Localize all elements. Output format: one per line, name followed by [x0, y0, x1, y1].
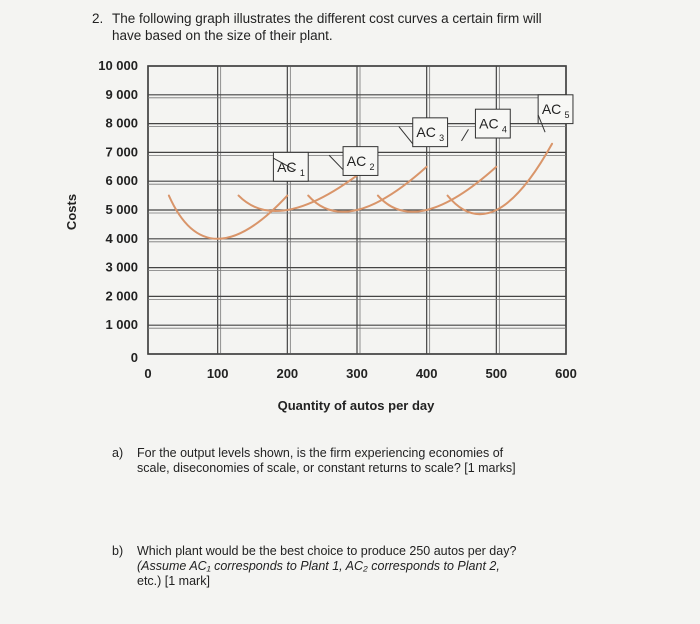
x-tick-label: 0: [144, 366, 152, 381]
part-b-label: b): [112, 544, 124, 558]
curve-label-ac4: AC: [479, 115, 499, 132]
x-tick-label: 600: [555, 366, 577, 381]
y-tick-label: 5 000: [105, 202, 138, 217]
x-tick-label: 300: [346, 366, 368, 381]
question-line-1: The following graph illustrates the different cost curves a certain firm will: [112, 11, 542, 26]
y-tick-label: 8 000: [105, 115, 138, 131]
curve-ac4: [378, 167, 496, 212]
curve-label-ac2: AC: [346, 153, 367, 170]
question-part-a: [112, 446, 592, 476]
y-tick-label: 10 000: [98, 58, 138, 73]
x-tick-label: 400: [415, 366, 438, 381]
x-tick-label: 100: [206, 366, 229, 381]
chart-annotations: [273, 95, 573, 181]
part-a-line-2: scale, diseconomies of scale, or constant returns to scale? [1 marks]: [137, 461, 516, 475]
curve-label-ac3: AC: [416, 124, 436, 141]
curve-label-subscript-ac3: 3: [439, 133, 445, 144]
x-tick-label: 500: [485, 366, 508, 381]
part-a-line-1: For the output levels shown, is the firm experiencing economies of: [137, 446, 504, 460]
y-tick-label: 1 000: [105, 317, 138, 333]
y-tick-label: 4 000: [105, 230, 138, 246]
curve-label-ac1: AC: [277, 158, 297, 175]
leader-line-ac4: [462, 129, 469, 141]
question-line-2: have based on the size of their plant.: [112, 28, 333, 43]
curve-label-ac5: AC: [541, 101, 562, 118]
y-tick-label: 3 000: [105, 259, 138, 275]
part-b-line-1: Which plant would be the best choice to produce 250 autos per day?: [137, 544, 517, 558]
y-tick-label: 9 000: [105, 86, 138, 102]
part-b-line-2: (Assume AC₁ corresponds to Plant 1, AC₂ corresponds to Plant 2,: [137, 559, 500, 573]
y-tick-label: 0: [130, 350, 138, 365]
x-tick-label: 200: [276, 366, 299, 381]
y-tick-label: 6 000: [105, 173, 138, 189]
question-number: 2.: [92, 11, 104, 26]
part-a-label: a): [112, 446, 124, 460]
curve-ac1: [169, 196, 287, 239]
curve-label-subscript-ac5: 5: [564, 110, 570, 121]
question-part-b: [112, 544, 592, 589]
chart-ticks: [98, 58, 577, 381]
curve-label-subscript-ac1: 1: [299, 167, 305, 178]
y-tick-label: 7 000: [105, 144, 138, 160]
curve-ac5: [448, 144, 552, 214]
y-axis-label: Costs: [64, 193, 79, 231]
leader-line-ac3: [399, 126, 413, 143]
y-tick-label: 2 000: [105, 288, 138, 304]
curve-label-subscript-ac4: 4: [501, 124, 507, 135]
leader-line-ac2: [329, 155, 343, 169]
curve-label-subscript-ac2: 2: [369, 162, 375, 173]
x-axis-label: Quantity of autos per day: [277, 398, 435, 413]
part-b-line-3: etc.) [1 mark]: [137, 574, 210, 588]
